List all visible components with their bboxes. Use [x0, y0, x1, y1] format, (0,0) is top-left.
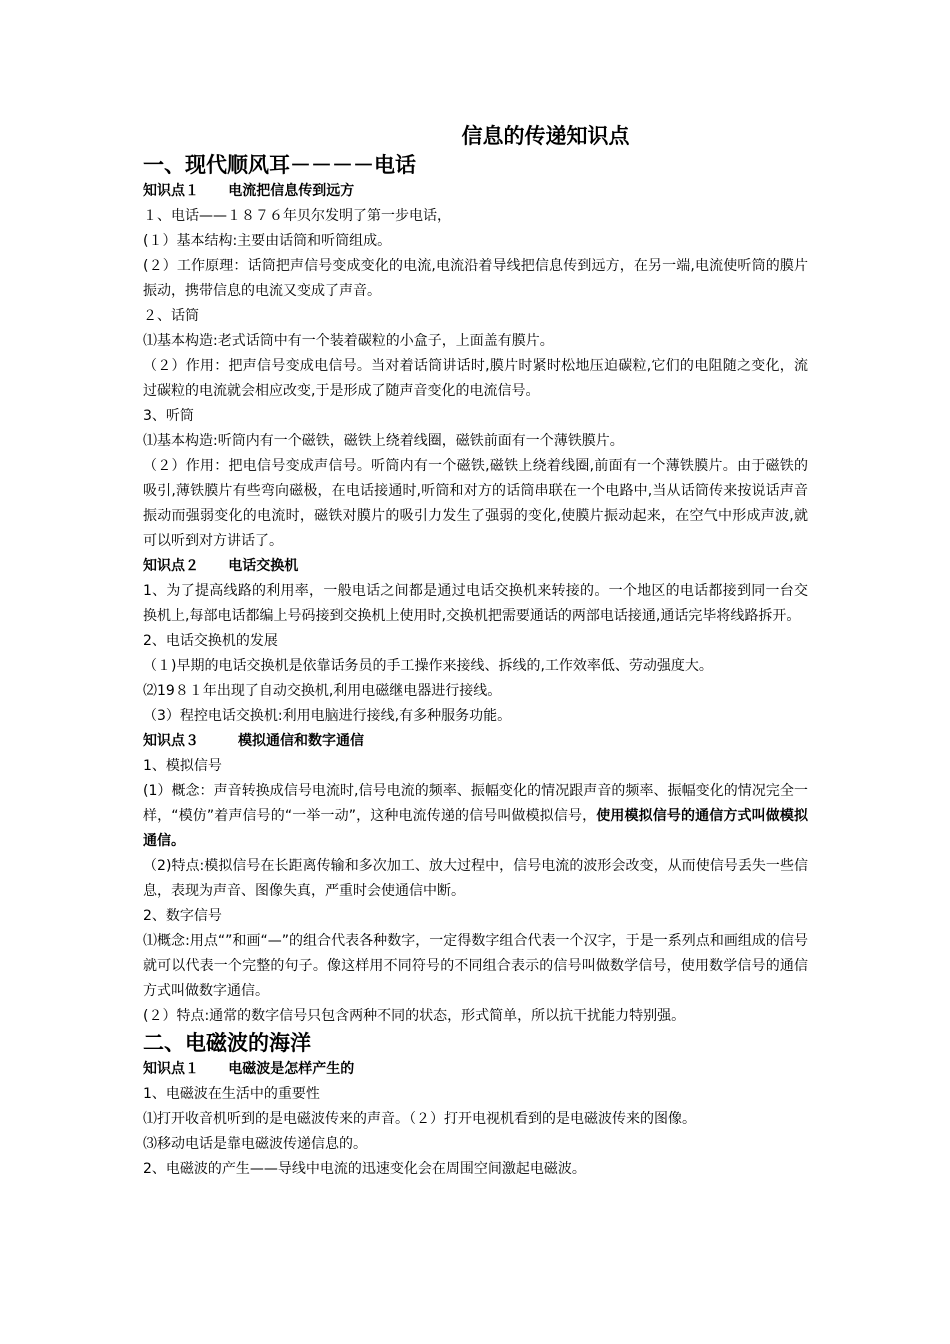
paragraph: （2)特点:模拟信号在长距离传输和多次加工、放大过程中，信号电流的波形会改变，从而使信号丢失一些信息，表现为声音、图像失真，严重时会使通信中断。 — [143, 858, 808, 899]
paragraph: (１）基本结构:主要由话筒和听筒组成。 — [143, 233, 392, 249]
paragraph: 2、电话交换机的发展 — [143, 633, 278, 649]
paragraph: 2、电磁波的产生——导线中电流的迅速变化会在周围空间激起电磁波。 — [143, 1161, 586, 1177]
paragraph: 1、模拟信号 — [143, 758, 222, 774]
paragraph: ２、话筒 — [143, 308, 199, 324]
paragraph: （２）作用：把电信号变成声信号。听筒内有一个磁铁,磁铁上绕着线圈,前面有一个薄铁膜片。由于磁铁的吸引,薄铁膜片有些弯向磁极，在电话接通时,听筒和对方的话筒串联在一个电路中,当从话筒传来按说话声音振动而强弱变化的电流时，磁铁对膜片的吸引力发生了强弱的变化,使膜片振动起来，在空气中形成声波,就可以听到对方讲话了。 — [143, 458, 808, 549]
paragraph: （２）作用：把声信号变成电信号。当对着话筒讲话时,膜片时紧时松地压迫碳粒,它们的电阻随之变化，流过碳粒的电流就会相应改变,于是形成了随声音变化的电流信号。 — [143, 358, 808, 399]
paragraph: (２）工作原理：话筒把声信号变成变化的电流,电流沿着导线把信息传到远方，在另一端,电流使听筒的膜片振动，携带信息的电流又变成了声音。 — [143, 258, 808, 299]
knowledge-point-heading: 知识点３ 模拟通信和数字通信 — [143, 733, 364, 749]
knowledge-point-heading: 知识点１ 电流把信息传到远方 — [143, 183, 355, 199]
paragraph: (２）特点:通常的数字信号只包含两种不同的状态，形式简单，所以抗干扰能力特别强。 — [143, 1008, 686, 1024]
paragraph: 2、数字信号 — [143, 908, 222, 924]
knowledge-point-heading: 知识点２ 电话交换机 — [143, 558, 299, 574]
paragraph-text: (1）概念：声音转换成信号电流时,信号电流的频率、振幅变化的情况跟声音的频率、振幅变化的情况完全一样，“模仿”着声信号的“一举一动”，这种电流传递的信号叫做模拟信号， — [143, 783, 808, 824]
knowledge-point-heading: 知识点１ 电磁波是怎样产生的 — [143, 1061, 355, 1077]
paragraph: ⑵19８１年出现了自动交换机,利用电磁继电器进行接线。 — [143, 683, 502, 699]
paragraph: （１)早期的电话交换机是依靠话务员的手工操作来接线、拆线的,工作效率低、劳动强度大。 — [143, 658, 713, 674]
paragraph: 1、为了提高线路的利用率，一般电话之间都是通过电话交换机来转接的。一个地区的电话都接到同一台交换机上,每部电话都编上号码接到交换机上使用时,交换机把需要通话的两部电话接通,通话完毕将线路拆开。 — [143, 583, 808, 624]
paragraph: ⑴基本构造:老式话筒中有一个装着碳粒的小盒子，上面盖有膜片。 — [143, 333, 554, 349]
document-title: 信息的传递知识点 — [461, 124, 630, 148]
paragraph: ⑶移动电话是靠电磁波传递信息的。 — [143, 1136, 367, 1152]
bold-emphasis: 使用模拟信号的通信方式叫做模拟通信。 — [143, 808, 808, 849]
paragraph: ⑴基本构造:听筒内有一个磁铁，磁铁上绕着线圈，磁铁前面有一个薄铁膜片。 — [143, 433, 624, 449]
paragraph: （3）程控电话交换机:利用电脑进行接线,有多种服务功能。 — [143, 708, 512, 724]
document-page — [143, 121, 808, 1182]
paragraph: 1、电磁波在生活中的重要性 — [143, 1086, 320, 1102]
section-heading-2: 二、电磁波的海洋 — [143, 1031, 311, 1055]
section-heading-1: 一、现代顺风耳－－－－电话 — [143, 153, 416, 177]
paragraph: ⑴打开收音机听到的是电磁波传来的声音。（２）打开电视机看到的是电磁波传来的图像。 — [143, 1111, 696, 1127]
paragraph: 3、听筒 — [143, 408, 194, 424]
paragraph — [143, 779, 808, 854]
paragraph: ⑴概念:用点“”和画“—”的组合代表各种数字，一定得数字组合代表一个汉字，于是一系列点和画组成的信号就可以代表一个完整的句子。像这样用不同符号的不同组合表示的信号叫做数学信号，使用数学信号的通信方式叫做数字通信。 — [143, 933, 808, 999]
paragraph: １、电话——１８７６年贝尔发明了第一步电话， — [143, 208, 451, 224]
